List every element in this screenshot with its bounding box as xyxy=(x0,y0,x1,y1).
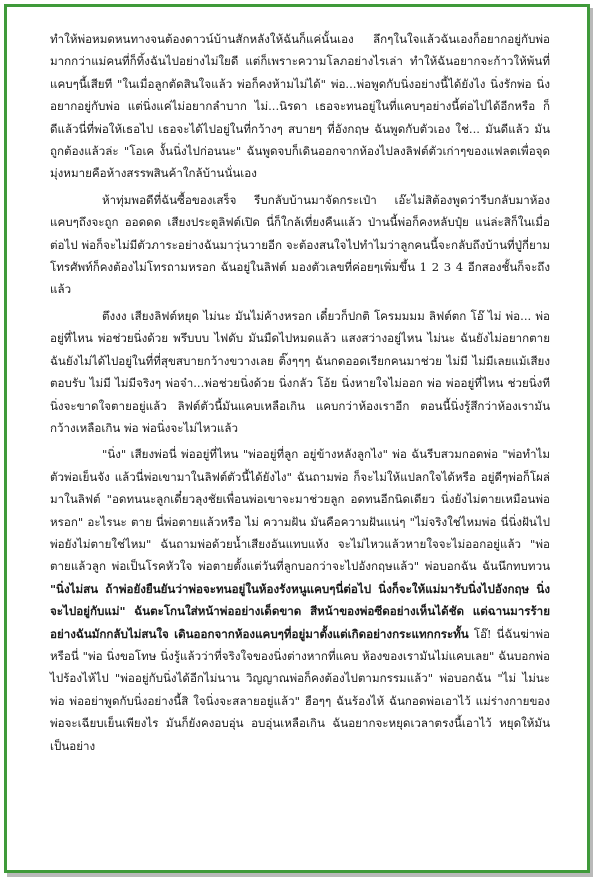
bold-flashback-text: "นิ่งไม่สน ถ้าพ่อยังยืนยันว่าพ่อจะทนอยู่ในห้องรังหนูแคบๆนี่ต่อไป นิ่งก็จะให้แม่มารับนิ่งไปอังกฤษ นิ่งจะไปอยู่กับแม่" ฉันตะโกนใส่หน้าพ่ออย่างเด็ดขาด สีหน้าของพ่อซีดอย่างเห็นได้ชัด แต่ฉานมารร้ายอย่างฉันมักกลับไม่สนใจ เดินออกจากห้องแคบๆที่อยู่มาตั้งแต่เกิดอย่างกระแทกกระทั้น xyxy=(50,581,550,641)
paragraph-1 xyxy=(50,28,550,185)
paragraph-4 xyxy=(50,443,550,757)
paragraph-text: ตึงงง เสียงลิฟต์หยุด ไม่นะ มันไม่ค้างหรอก เดี๋ยวก็ปกติ โครมมมม ลิฟต์ตก โอ๊ ไม่ พ่อ... พ่ออยู่ที่ไหน พ่อช่วยนิ่งด้วย พรึบบบ ไฟดับ มันมืดไปหมดแล้ว แสงสว่างอยู่ไหน ไม่นะ ฉันยังไม่อยากตาย ฉันยังไม่ได้ไปอยู่ในที่ที่สุขสบายกว้างขวางเลย ติ๊งๆๆๆ ฉันกดออดเรียกคนมาช่วย ไม่มี ไม่มีเลยแม้เสียงตอบรับ ไม่มี ไม่มีจริงๆ พ่อจ๋า...พ่อช่วยนิ่งด้วย นิ่งกลัว โอ้ย นิ่งหายใจไม่ออก พ่อ พ่ออยู่ที่ไหน ช่วยนิ่งที นิ่งจะขาดใจตายอยู่แล้ว ลิฟต์ตัวนี้มันแคบเหลือเกิน แคบกว่าห้องเราอีก ตอนนี้นิ่งรู้สึกว่าห้องเรามันกว้างเหลือเกิน พ่อ พ่อนิ่งจะไม่ไหวแล้ว xyxy=(50,308,550,435)
paragraph-text: ห้าทุ่มพอดีที่ฉันซื้อของเสร็จ รีบกลับบ้านมาจัดกระเป๋า เอ๊ะไม่สิต้องพูดว่ารีบกลับมาห้องแคบๆถึงจะถูก ออดดด เสียงประตูลิฟต์เปิด นี่ก็ใกล้เที่ยงคืนแล้ว ป่านนี้พ่อก็คงหลับปุ๋ย แน่ล่ะสิก็ในเมื่อต่อไป พ่อก็จะไม่มีตัวภาระอย่างฉันมาวุ่นวายอีก จะต้องสนใจไปทำไมว่าลูกคนนี้จะกลับถึงบ้านที่ปู่กี่ยาม โทรศัพท์ก็คงต้องไม่โทรถามหรอก ฉันอยู่ในลิฟต์ มองตัวเลขที่ค่อยๆเพิ่มขึ้น 1 2 3 4 อีกสองชั้นก็จะถึงแล้ว xyxy=(50,192,550,297)
paragraph-text: "นิ่ง" เสียงพ่อนี่ พ่ออยู่ที่ไหน "พ่ออยู่ที่ลูก อยู่ข้างหลังลูกไง" พ่อ ฉันรีบสวมกอดพ่อ "พ่อทำไมตัวพ่อเย็นจัง แล้วนี่พ่อเขามาในลิฟต์ตัวนี้ได้ยังไง" ฉันถามพ่อ ก็จะไม่ให้แปลกใจได้หรือ อยู่ดีๆพ่อก็โผล่มาในลิฟต์ "อดทนนะลูกเดี๋ยวลุงชัยเพื่อนพ่อเขาจะมาช่วยลูก อดทนอีกนิดเดียว นิ่งยังไม่ตายเหมือนพ่อหรอก" อะไรนะ ตาย นี่พ่อตายแล้วหรือ ไม่ ความฝัน มันคือความฝันแน่ๆ "ไม่จริงใช่ไหมพ่อ นี่นิ่งฝันไป พ่อยังไม่ตายใช่ไหม" ฉันถามพ่อด้วยน้ำเสียงอันแทบแห้ง จะไม่ไหวแล้วหายใจจะไม่ออกอยู่แล้ว "พ่อตายแล้วลูก พ่อเป็นโรคหัวใจ พ่อตายตั้งแต่วันที่ลูกบอกว่าจะไปอังกฤษแล้ว" พ่อบอกฉัน ฉันนึกทบทวน xyxy=(50,447,550,574)
paragraph-text: โอ๊! นี่ฉันฆ่าพ่อหรือนี่ "พ่อ นิ่งขอโทษ นิ่งรู้แล้วว่าที่จริงใจของนิ่งต่างหากที่แคบ ห้องของเรามันไม่แคบเลย" ฉันบอกพ่อไปร้องไห้ไป "พ่ออยู่กับนิ่งได้อีกไม่นาน วิญญาณพ่อก็คงต้องไปตามกรรมแล้ว" พ่อบอกฉัน "ไม่ ไม่นะพ่อ พ่ออย่าพูดกับนิ่งอย่างนี้สิ ใจนิ่งจะสลายอยู่แล้ว" ฮือๆๆ ฉันร้องไห้ ฉันกอดพ่อเอาไว้ แม่ร่างกายของพ่อจะเฉียบเย็นเพียงไร มันก็ยังคงอบอุ่น อบอุ่นเหลือเกิน ฉันอยากจะหยุดเวลาตรงนี้เอาไว้ หยุดให้มันเป็นอย่าง xyxy=(50,626,550,753)
paragraph-text: ทำให้พ่อหมดหนทางจนต้องดาวน์บ้านสักหลังให้ฉันก็แค่นั้นเอง ลึกๆในใจแล้วฉันเองก็อยากอยู่กับพ่อมากกว่าแม่คนที่ก็ทิ้งฉันไปอย่างไม่ใยดี แต่ก็เพราะความโลภอย่างไรเล่า ทำให้ฉันอยากจะก้าวให้พ้นที่แคบๆนี้เสียที "ในเมื่อลูกตัดสินใจแล้ว พ่อก็คงห้ามไม่ได้" พ่อ...พ่อพูดกับนิ่งอย่างนี้ได้ยังไง นิ่งรักพ่อ นิ่งอยากอยู่กับพ่อ แต่นิ่งแค่ไม่อยากลำบาก ไม่...นิรดา เธอจะทนอยู่ในที่แคบๆอย่างนี้ต่อไปได้อีกหรือ ก็ดีแล้วนี่ที่พ่อให้เธอไป เธอจะได้ไปอยู่ในที่กว้างๆ สบายๆ ที่อังกฤษ ฉันพูดกับตัวเอง ใช่... มันดีแล้ว มันถูกต้องแล้วล่ะ "โอเค งั้นนิ่งไปก่อนนะ" ฉันพูดจบก็เดินออกจากห้องไปลงลิฟต์ตัวเก่าๆของแฟลตเพื่อจุดมุ่งหมายคือห้างสรรพสินค้าใกล้บ้านนั่นเอง xyxy=(50,32,550,181)
document-body xyxy=(50,28,550,757)
paragraph-2 xyxy=(50,189,550,301)
paragraph-3 xyxy=(50,305,550,439)
